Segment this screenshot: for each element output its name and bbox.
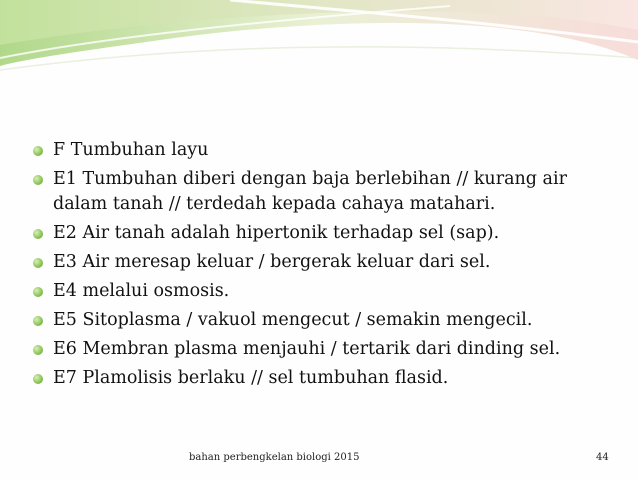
bullet-text: E6 Membran plasma menjauhi / tertarik dari dinding sel. [53,339,561,359]
bullet-text: F Tumbuhan layu [53,140,209,160]
bullet-dot-icon [33,258,43,268]
bullet-item [33,221,618,246]
bullet-text: E1 Tumbuhan diberi dengan baja berlebihan // kurang air dalam tanah // terdedah kepada cahaya matahari. [53,169,567,214]
bullet-item [33,279,618,304]
bullet-item [33,337,618,362]
bullet-item [33,366,618,391]
bullet-text: E5 Sitoplasma / vakuol mengecut / semakin mengecil. [53,310,533,330]
bullet-dot-icon [33,287,43,297]
bullet-text: E2 Air tanah adalah hipertonik terhadap sel (sap). [53,223,500,243]
bullet-text: E7 Plamolisis berlaku // sel tumbuhan flasid. [53,368,449,388]
bullet-dot-icon [33,175,43,185]
header-decoration [0,0,638,80]
bullet-item [33,250,618,275]
bullet-dot-icon [33,229,43,239]
bullet-item [33,167,618,217]
page-number: 44 [596,452,609,463]
footer-text: bahan perbengkelan biologi 2015 [189,452,360,463]
bullet-dot-icon [33,146,43,156]
bullet-text: E3 Air meresap keluar / bergerak keluar dari sel. [53,252,491,272]
bullet-dot-icon [33,316,43,326]
bullet-item [33,138,618,163]
bullet-text: E4 melalui osmosis. [53,281,230,301]
bullet-dot-icon [33,374,43,384]
bullet-list [33,138,618,395]
bullet-item [33,308,618,333]
bullet-dot-icon [33,345,43,355]
